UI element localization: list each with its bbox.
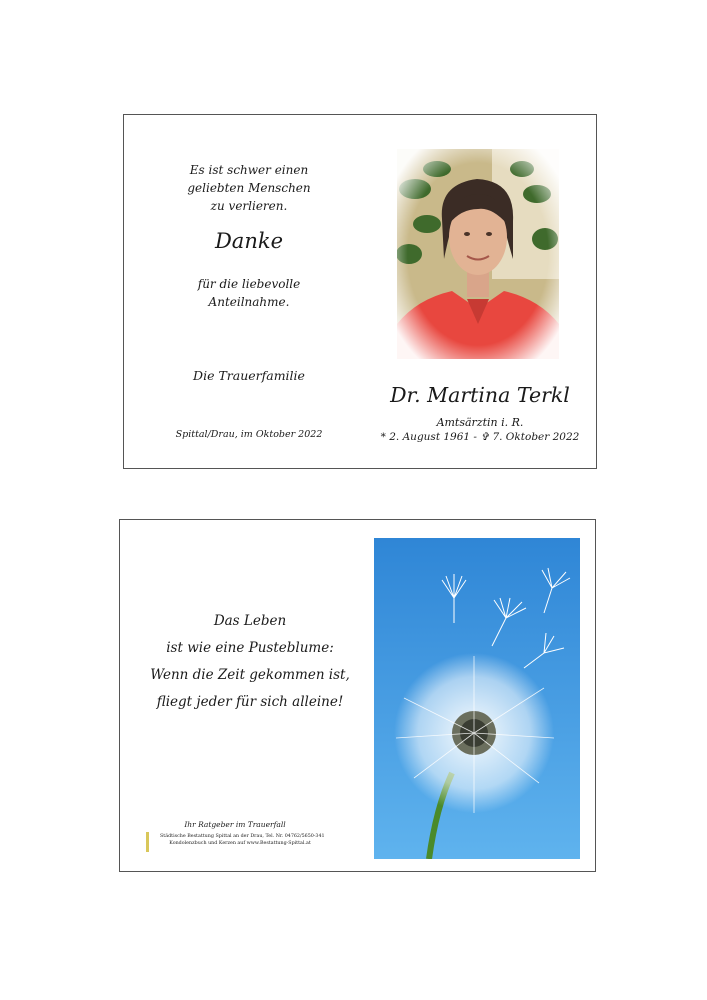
poem-line: Wenn die Zeit gekommen ist, (150, 667, 350, 683)
danke-heading: Danke (214, 229, 284, 253)
poem-card (119, 519, 596, 872)
footer-title: Ihr Ratgeber im Trauerfall (184, 820, 286, 829)
candle-icon (146, 832, 149, 852)
poem-line: fliegt jeder für sich alleine! (156, 694, 344, 710)
thanks-line: Anteilnahme. (208, 295, 290, 309)
portrait-image (397, 149, 559, 359)
deceased-title: Amtsärztin i. R. (436, 416, 524, 429)
dandelion-photo (374, 538, 580, 859)
family-signature: Die Trauerfamilie (193, 368, 305, 383)
portrait-photo (397, 149, 559, 359)
intro-line: zu verlieren. (210, 199, 288, 213)
thanks-line: für die liebevolle (197, 277, 301, 291)
footer-contact: Städtische Bestattung Spittal an der Drau, Tel. Nr. 04762/5650-341 (160, 834, 325, 839)
poem-line: Das Leben (213, 613, 287, 629)
intro-line: Es ist schwer einen (189, 163, 309, 177)
dandelion-image (374, 538, 580, 859)
footer-website: Kondolenzbuch und Kerzen auf www.Bestattung-Spittal.at (169, 841, 311, 846)
life-dates: * 2. August 1961 - ✞ 7. Oktober 2022 (380, 431, 580, 443)
poem-line: ist wie eine Pusteblume: (166, 640, 334, 656)
intro-text (164, 161, 334, 215)
place-date: Spittal/Drau, im Oktober 2022 (175, 429, 323, 440)
thanks-text (164, 275, 334, 311)
thank-you-card (123, 114, 597, 469)
deceased-name: Dr. Martina Terkl (390, 383, 570, 407)
intro-line: geliebten Menschen (187, 181, 311, 195)
poem-text (140, 608, 360, 716)
